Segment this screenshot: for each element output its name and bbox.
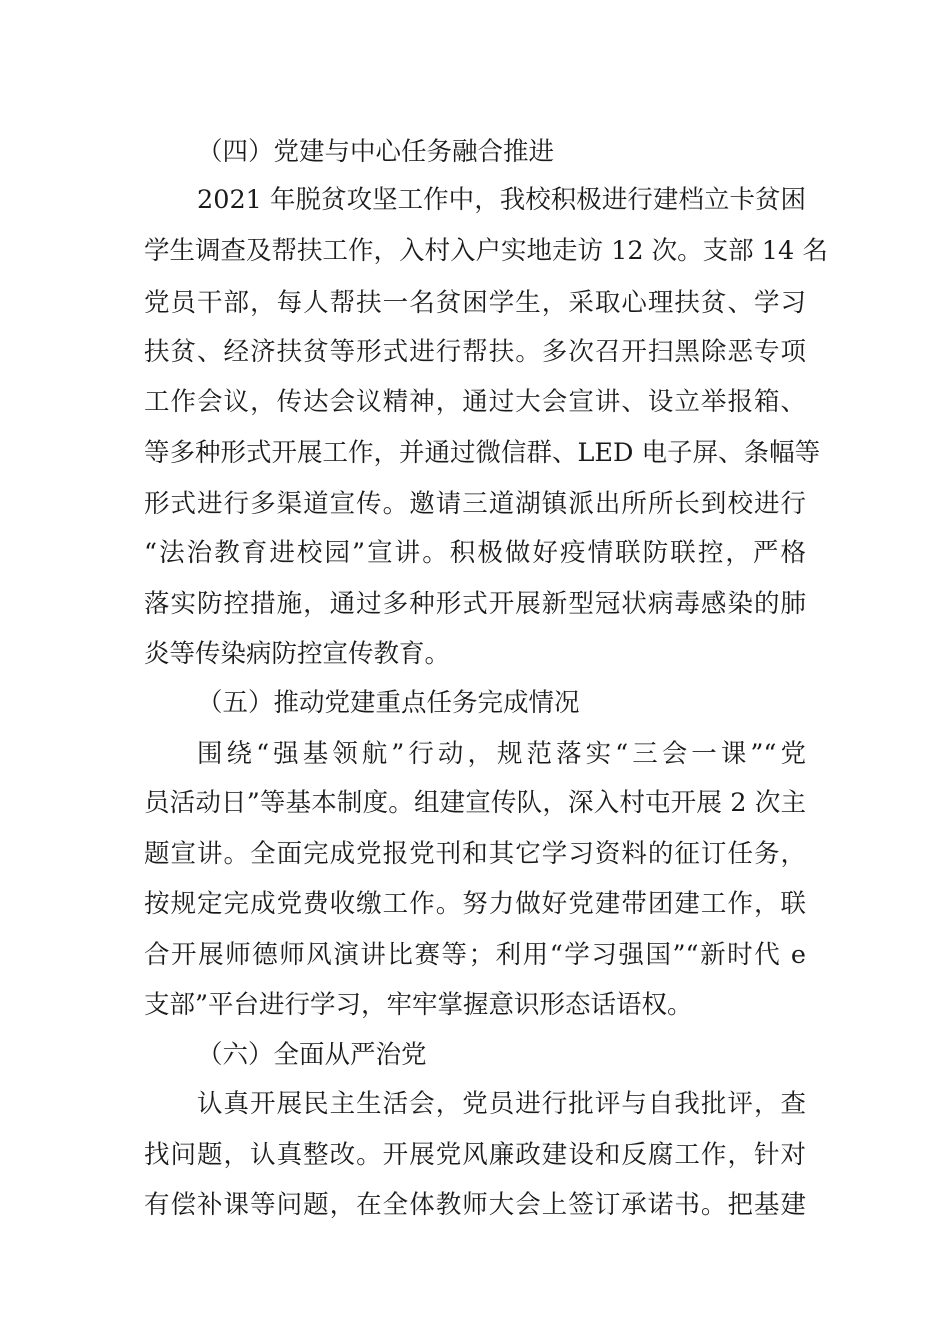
paragraph-line: 党员干部，每人帮扶一名贫困学生，采取心理扶贫、学习 [144, 288, 806, 318]
paragraph-line: 围绕“强基领航”行动，规范落实“三会一课”“党 [197, 739, 806, 769]
paragraph-line: 落实防控措施，通过多种形式开展新型冠状病毒感染的肺 [144, 589, 806, 619]
paragraph-line: 扶贫、经济扶贫等形式进行帮扶。多次召开扫黑除恶专项 [144, 337, 806, 367]
paragraph-line: 员活动日”等基本制度。组建宣传队，深入村屯开展 2 次主 [144, 788, 806, 818]
paragraph-line: 等多种形式开展工作，并通过微信群、LED 电子屏、条幅等 [144, 438, 821, 468]
paragraph-line: 支部”平台进行学习，牢牢掌握意识形态话语权。 [144, 990, 693, 1020]
paragraph-line: 2021 年脱贫攻坚工作中，我校积极进行建档立卡贫困 [197, 185, 806, 215]
section-heading: （四）党建与中心任务融合推进 [197, 137, 555, 167]
paragraph-line: 题宣讲。全面完成党报党刊和其它学习资料的征订任务， [144, 839, 806, 869]
paragraph-line: 形式进行多渠道宣传。邀请三道湖镇派出所所长到校进行 [144, 489, 806, 519]
paragraph-line: “法治教育进校园”宣讲。积极做好疫情联防联控，严格 [144, 538, 806, 568]
section-heading: （六）全面从严治党 [197, 1040, 427, 1070]
section-heading: （五）推动党建重点任务完成情况 [197, 688, 580, 718]
paragraph-line: 学生调查及帮扶工作，入村入户实地走访 12 次。支部 14 名 [144, 236, 828, 266]
paragraph-line: 有偿补课等问题，在全体教师大会上签订承诺书。把基建 [144, 1190, 806, 1220]
paragraph-line: 合开展师德师风演讲比赛等；利用“学习强国”“新时代 e [144, 940, 806, 970]
paragraph-line: 工作会议，传达会议精神，通过大会宣讲、设立举报箱、 [144, 387, 806, 417]
paragraph-line: 认真开展民主生活会，党员进行批评与自我批评，查 [197, 1089, 806, 1119]
paragraph-line: 炎等传染病防控宣传教育。 [144, 639, 451, 669]
paragraph-line: 找问题，认真整改。开展党风廉政建设和反腐工作，针对 [144, 1140, 806, 1170]
paragraph-line: 按规定完成党费收缴工作。努力做好党建带团建工作，联 [144, 889, 806, 919]
